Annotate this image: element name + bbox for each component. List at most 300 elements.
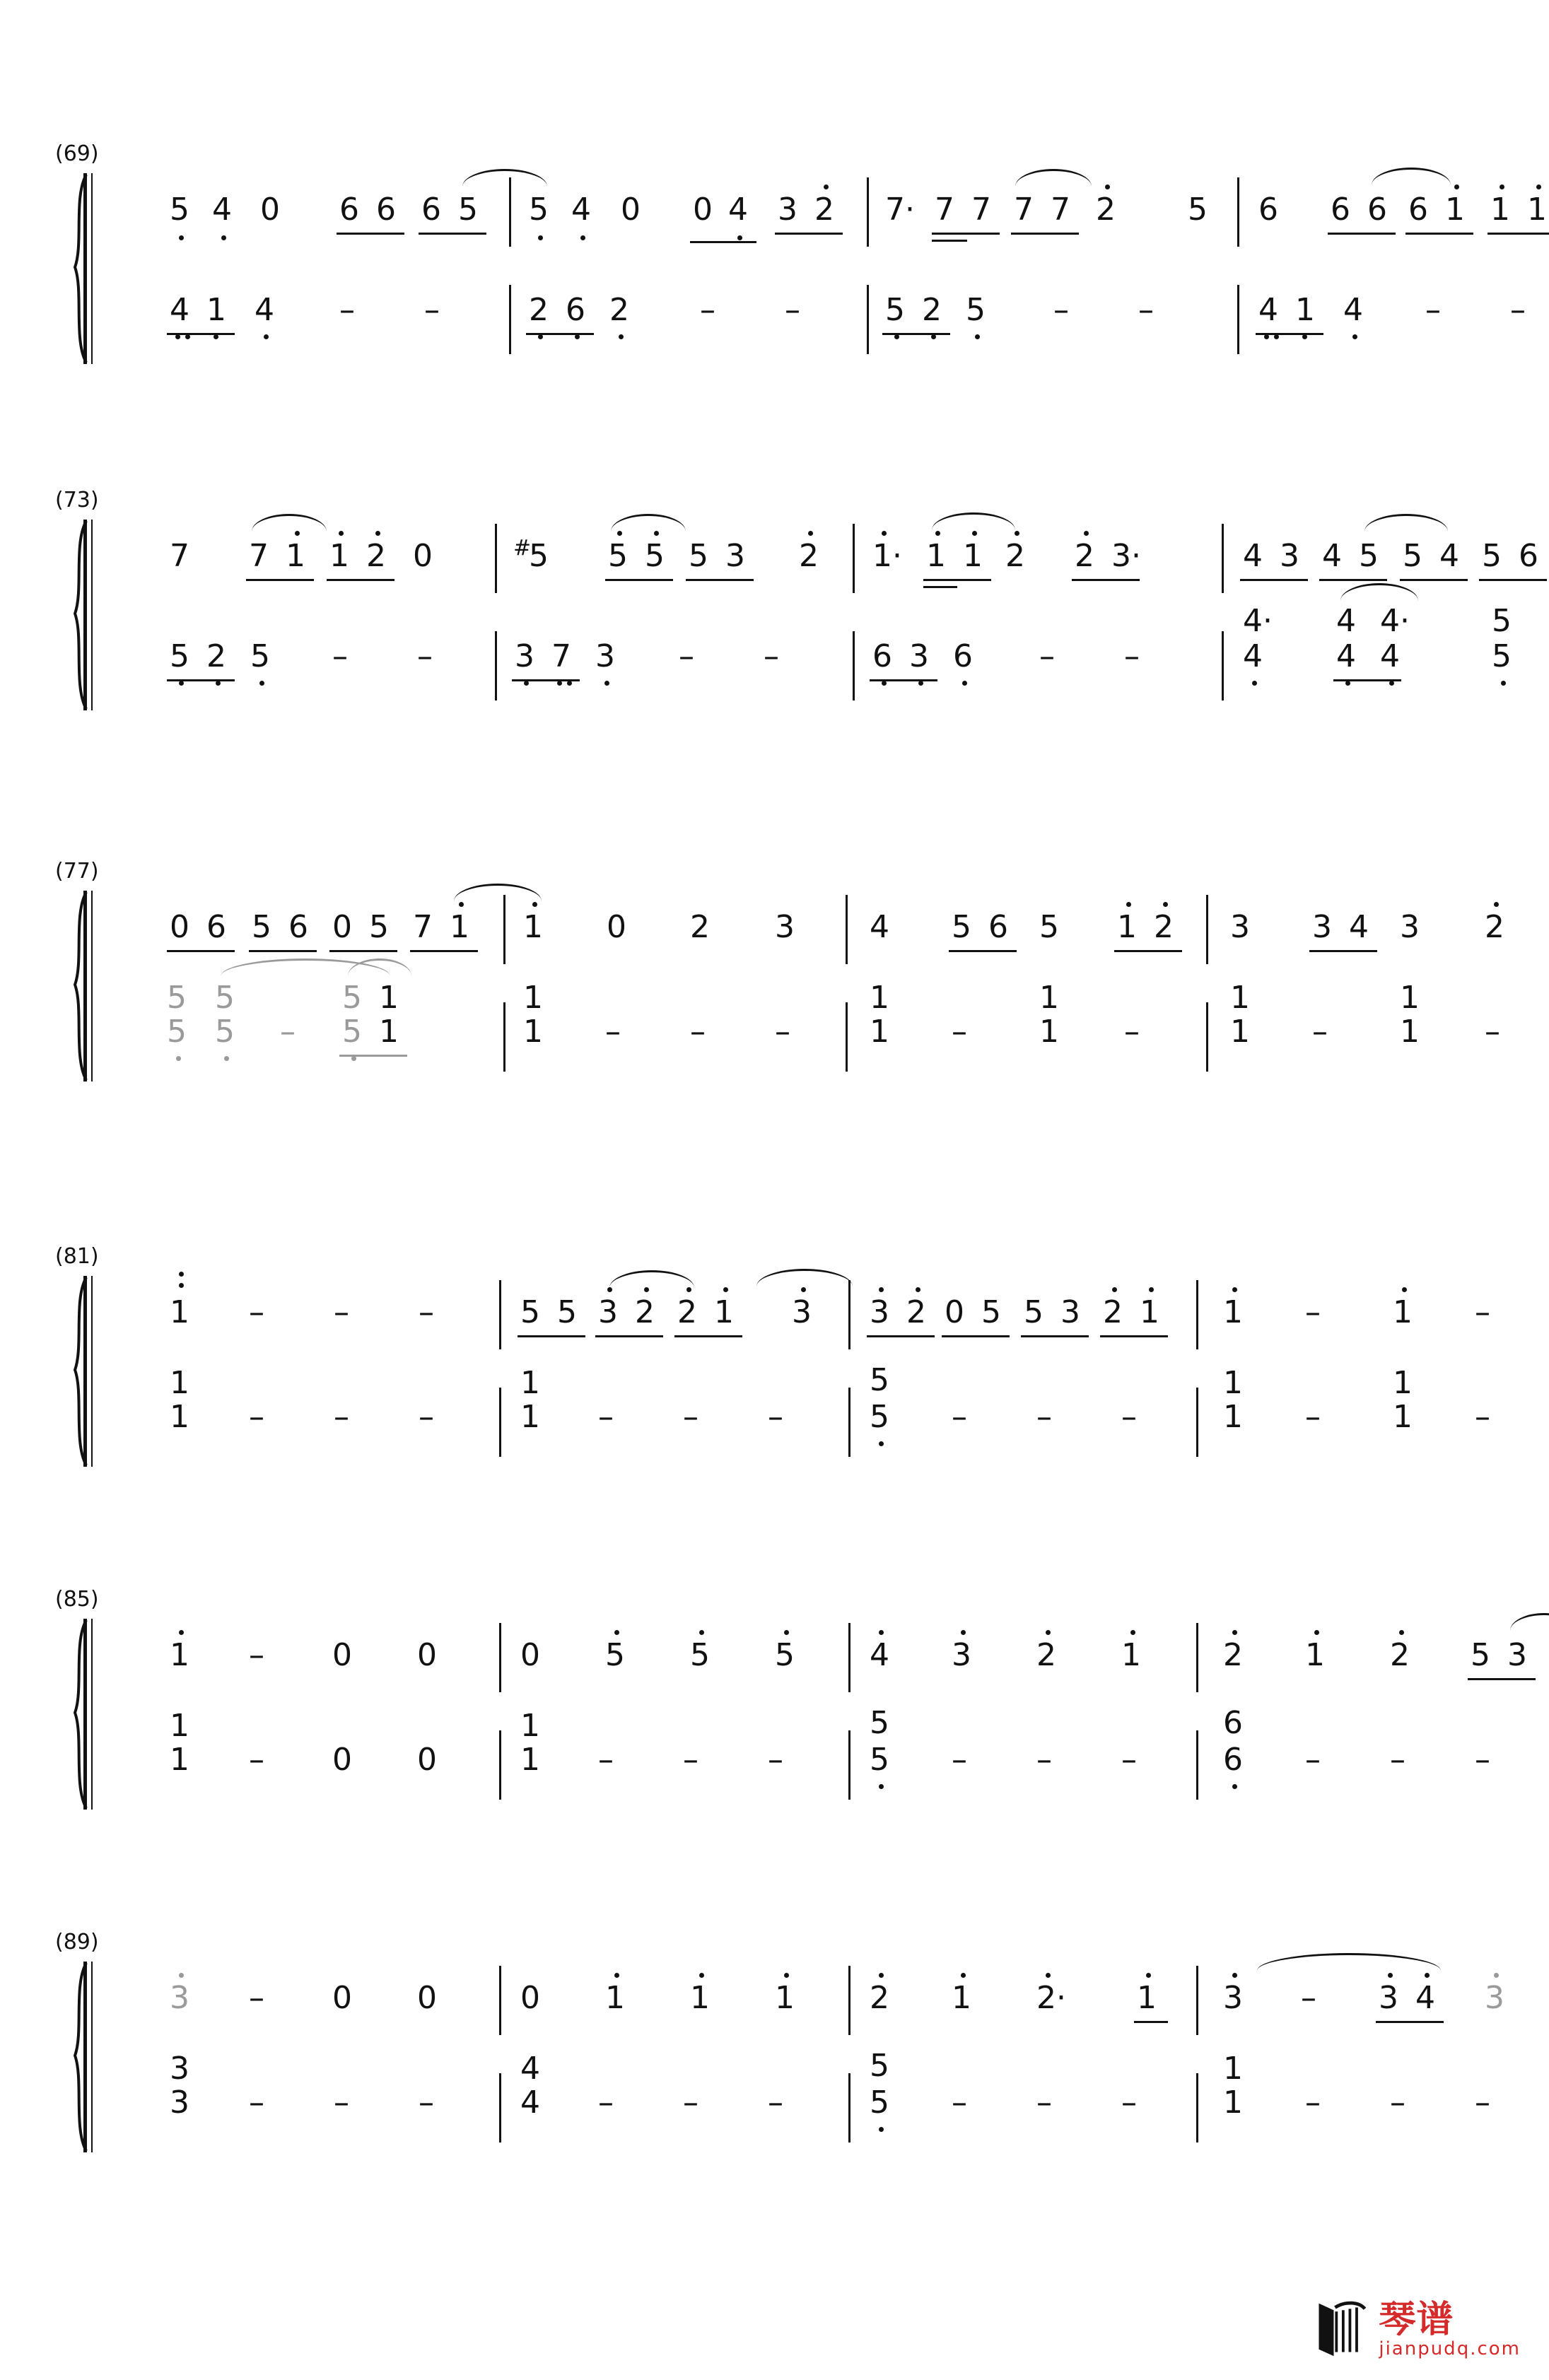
- note: 3: [170, 1980, 189, 2016]
- note: 6: [1223, 1705, 1243, 1741]
- octave-dot-above: [1500, 184, 1504, 189]
- beam: [949, 950, 1017, 952]
- sustain-dash: –: [1121, 1399, 1137, 1435]
- note: 1: [1490, 192, 1510, 228]
- sustain-dash: –: [700, 292, 715, 328]
- note: 5: [529, 192, 549, 228]
- note: 1: [870, 980, 889, 1016]
- sustain-dash: –: [249, 2085, 264, 2121]
- octave-dot-above: [614, 1630, 619, 1635]
- barline: [853, 524, 855, 593]
- barline: [1222, 524, 1224, 593]
- note: 2: [677, 1294, 697, 1330]
- note: 5: [605, 1637, 625, 1673]
- note: 3: [778, 192, 797, 228]
- note: 4: [1336, 603, 1356, 639]
- octave-dot-above: [1105, 184, 1110, 189]
- note: 1: [1223, 1294, 1243, 1330]
- note: 4: [1336, 638, 1356, 674]
- note: 7: [1014, 192, 1034, 228]
- note: 1: [1140, 1294, 1159, 1330]
- barline: [848, 2073, 851, 2142]
- note: 3: [1230, 909, 1250, 945]
- rest: 0: [332, 1980, 352, 2016]
- beam: [923, 586, 957, 588]
- beam: [595, 1335, 663, 1337]
- note: 3: [1379, 1980, 1398, 2016]
- sustain-dash: –: [768, 1742, 783, 1778]
- octave-dot-above: [699, 1630, 704, 1635]
- note: 5: [1471, 1637, 1490, 1673]
- octave-dot-above: [808, 531, 813, 536]
- upper-staff-81: [99, 1276, 1507, 1354]
- note: 1: [523, 909, 543, 945]
- note: 2: [609, 292, 629, 328]
- octave-dot-below: [1232, 1784, 1237, 1789]
- lower-staff-69: [99, 281, 1526, 358]
- note: 5: [952, 909, 971, 945]
- beam: [249, 950, 317, 952]
- barline: [503, 895, 505, 964]
- note: 5: [870, 1399, 889, 1435]
- brace-icon: [65, 1276, 93, 1467]
- note: 1: [714, 1294, 734, 1330]
- sustain-dash: –: [785, 292, 800, 328]
- beam: [1400, 579, 1468, 581]
- note: 2: [366, 538, 386, 574]
- note: 1: [523, 980, 543, 1016]
- beam: [1011, 233, 1079, 235]
- octave-dot-above: [1015, 531, 1019, 536]
- octave-dot-below: [931, 334, 936, 339]
- note: 5: [885, 292, 905, 328]
- sustain-dash: –: [1390, 2085, 1405, 2121]
- note: 1: [1393, 1365, 1413, 1401]
- octave-dot-above: [339, 531, 344, 536]
- octave-dot-above: [617, 531, 622, 536]
- lower-staff-77: [99, 980, 1507, 1076]
- sustain-dash: –: [683, 2085, 698, 2121]
- barline: [1237, 177, 1239, 247]
- beam: [882, 333, 950, 335]
- note: 1: [450, 909, 469, 945]
- note: 5: [252, 909, 271, 945]
- sustain-dash: –: [419, 1294, 434, 1330]
- note: 7: [413, 909, 433, 945]
- octave-dot-above: [295, 531, 300, 536]
- system-89: [0, 1930, 1507, 2163]
- octave-dot-below: [1345, 681, 1350, 686]
- note: 1: [1230, 980, 1250, 1016]
- rest: 0: [693, 192, 713, 228]
- sustain-dash: –: [1053, 292, 1069, 328]
- note: 4: [1439, 538, 1459, 574]
- note: 7: [551, 638, 571, 674]
- beam: [410, 950, 478, 952]
- sustain-dash: –: [1124, 1014, 1140, 1050]
- barline: [499, 2073, 501, 2142]
- beam: [605, 579, 673, 581]
- rest: 0: [413, 538, 433, 574]
- staff-group-77: [65, 891, 1507, 1081]
- barline: [846, 1002, 848, 1072]
- note: 5: [870, 1742, 889, 1778]
- sustain-dash: –: [1510, 292, 1526, 328]
- note: 5: [342, 980, 362, 1016]
- barline: [1196, 1623, 1198, 1692]
- note: 5: [966, 292, 986, 328]
- octave-dot-below: [918, 681, 923, 686]
- note: 1: [329, 538, 349, 574]
- octave-dot-above: [644, 1287, 649, 1292]
- note: 5: [775, 1637, 795, 1673]
- barline: [867, 177, 869, 247]
- note: 2: [206, 638, 226, 674]
- octave-dot-above: [1163, 902, 1168, 907]
- note: 4: [1243, 638, 1263, 674]
- system-85: [0, 1587, 1527, 1820]
- rest: 0: [260, 192, 280, 228]
- note: 5: [1492, 603, 1512, 639]
- upper-staff-77: [99, 891, 1507, 968]
- note: 1: [170, 1294, 189, 1330]
- staff-group-69: [65, 173, 1547, 364]
- sustain-dash: –: [1036, 1399, 1052, 1435]
- brace-icon: [65, 891, 93, 1081]
- note: 1: [206, 292, 226, 328]
- note: 5: [870, 1362, 889, 1398]
- sustain-dash: –: [683, 1742, 698, 1778]
- octave-dot-above: [699, 1973, 704, 1978]
- note: 2: [870, 1980, 889, 2016]
- note: 6: [1331, 192, 1350, 228]
- sustain-dash: –: [249, 1742, 264, 1778]
- sustain-dash: –: [339, 292, 355, 328]
- system-barline: [83, 891, 87, 1081]
- octave-dot-above: [1232, 1630, 1237, 1635]
- note: 1: [1400, 980, 1420, 1016]
- note: 6: [1223, 1742, 1243, 1778]
- staff-group-73: [65, 520, 1538, 710]
- note: 5: [215, 1014, 235, 1050]
- octave-dot-above: [1084, 531, 1089, 536]
- slur: [611, 514, 686, 532]
- sustain-dash: –: [952, 1742, 967, 1778]
- note: 1: [170, 1742, 189, 1778]
- beam: [167, 950, 235, 952]
- barline: [848, 1730, 851, 1800]
- barline: [1196, 1280, 1198, 1349]
- octave-dot-above: [972, 531, 977, 536]
- octave-dot-above: [1494, 1973, 1499, 1978]
- rest: 0: [332, 1742, 352, 1778]
- note: 5: [1039, 909, 1059, 945]
- octave-dot-above: [607, 1287, 612, 1292]
- sustain-dash: –: [419, 2085, 434, 2121]
- octave-dot-above: [1388, 1973, 1393, 1978]
- note: 1: [286, 538, 305, 574]
- octave-dot-below: [962, 681, 967, 686]
- barline: [1222, 631, 1224, 700]
- measure-number-85: (85): [55, 1587, 99, 1612]
- sustain-dash: –: [1485, 1014, 1500, 1050]
- note: 5: [170, 192, 189, 228]
- sustain-dash: –: [1036, 1742, 1052, 1778]
- sustain-dash: –: [280, 1014, 296, 1050]
- barline: [846, 895, 848, 964]
- system-73: [0, 488, 1538, 728]
- note: 1: [1137, 1980, 1157, 2016]
- note: 4: [1343, 292, 1363, 328]
- note: 2: [529, 292, 549, 328]
- note: 5: [870, 2048, 889, 2084]
- beam: [1134, 2021, 1168, 2023]
- octave-dot-above: [614, 1973, 619, 1978]
- octave-dot-below: [975, 334, 980, 339]
- watermark-main: 琴谱: [1379, 2299, 1454, 2342]
- octave-dot-below: [538, 334, 543, 339]
- note: 4·: [1243, 603, 1273, 639]
- sustain-dash: –: [952, 1399, 967, 1435]
- sustain-dash: –: [1305, 1399, 1321, 1435]
- octave-dot-above: [916, 1287, 920, 1292]
- slur: [1510, 1613, 1549, 1631]
- note: 1: [1393, 1294, 1413, 1330]
- note: 1: [1230, 1014, 1250, 1050]
- note: 5: [529, 538, 549, 574]
- note: 3: [1060, 1294, 1080, 1330]
- note: 1: [1121, 1637, 1141, 1673]
- beam: [923, 579, 991, 581]
- octave-dot-above: [1399, 1630, 1404, 1635]
- note: 1: [1527, 192, 1547, 228]
- octave-dot-above: [961, 1973, 966, 1978]
- sustain-dash: –: [1036, 2085, 1052, 2121]
- octave-dot-below: [604, 681, 609, 686]
- note: 4: [728, 192, 748, 228]
- beam: [1468, 1678, 1536, 1680]
- note: 6: [872, 638, 892, 674]
- sustain-dash: –: [764, 638, 779, 674]
- note: 1: [170, 1637, 189, 1673]
- octave-dot-above: [1232, 1287, 1237, 1292]
- octave-dot-below: [176, 1056, 181, 1061]
- barline: [499, 1730, 501, 1800]
- octave-dot-below: [224, 1056, 229, 1061]
- beam: [1376, 2021, 1444, 2023]
- note: 1: [1117, 909, 1137, 945]
- beam: [337, 233, 404, 235]
- sustain-dash: –: [249, 1399, 264, 1435]
- measure-number-69: (69): [55, 141, 99, 166]
- beam: [867, 1335, 935, 1337]
- barline: [509, 177, 511, 247]
- note: 3·: [1111, 538, 1141, 574]
- note: 2: [1485, 909, 1504, 945]
- measure-number-77: (77): [55, 859, 99, 884]
- octave-dot-above: [686, 1287, 691, 1292]
- measure-number-81: (81): [55, 1244, 99, 1269]
- slur: [609, 1270, 694, 1288]
- beam: [1309, 950, 1377, 952]
- slur: [1372, 168, 1451, 185]
- note: 6: [339, 192, 359, 228]
- system-barline-thin: [91, 1962, 93, 2152]
- barline: [867, 285, 869, 354]
- upper-staff-69: [99, 173, 1547, 251]
- octave-dot-above: [179, 1630, 184, 1635]
- beam: [1405, 233, 1473, 235]
- note: 4: [1243, 538, 1263, 574]
- beam: [690, 241, 756, 243]
- octave-dot-below: [216, 681, 221, 686]
- note: 6: [1258, 192, 1278, 228]
- note: 3: [1312, 909, 1332, 945]
- beam: [1240, 579, 1308, 581]
- note: 7: [1051, 192, 1070, 228]
- note: 5: [690, 1637, 710, 1673]
- slur: [756, 1269, 853, 1286]
- octave-dot-below: [351, 1056, 356, 1061]
- octave-dot-below: [185, 334, 190, 339]
- system-barline: [83, 1962, 87, 2152]
- sustain-dash: –: [1121, 1742, 1137, 1778]
- note: 7: [170, 538, 189, 574]
- note: 3: [725, 538, 745, 574]
- rest: 0: [417, 1637, 437, 1673]
- sustain-dash: –: [424, 292, 440, 328]
- octave-dot-below: [557, 681, 562, 686]
- note: 4: [170, 292, 189, 328]
- sustain-dash: –: [249, 1980, 264, 2016]
- rest: 0: [170, 909, 189, 945]
- octave-dot-above: [375, 531, 380, 536]
- qinpu-logo-icon: [1311, 2298, 1372, 2359]
- note: 3: [1485, 1980, 1504, 2016]
- beam: [518, 1335, 585, 1337]
- sustain-dash: –: [679, 638, 694, 674]
- lower-staff-89: [99, 2048, 1507, 2147]
- system-barline-thin: [91, 520, 93, 710]
- system-81: [0, 1244, 1507, 1477]
- note: 3: [1223, 1980, 1243, 2016]
- beam: [1256, 333, 1323, 335]
- barline: [853, 631, 855, 700]
- rest: 0: [417, 1980, 437, 2016]
- system-77: [0, 859, 1507, 1099]
- octave-dot-below: [879, 2127, 884, 2132]
- octave-dot-above: [1149, 1287, 1154, 1292]
- barline: [848, 1623, 851, 1692]
- sustain-dash: –: [768, 2085, 783, 2121]
- note: 5: [981, 1294, 1001, 1330]
- lower-staff-73: [99, 603, 1512, 705]
- sustain-dash: –: [952, 2085, 967, 2121]
- note: 5: [520, 1294, 540, 1330]
- sustain-dash: –: [952, 1014, 967, 1050]
- beam: [1100, 1335, 1168, 1337]
- octave-dot-below: [1501, 681, 1506, 686]
- octave-dot-above: [1046, 1973, 1051, 1978]
- note: 1: [690, 1980, 710, 2016]
- beam: [1487, 233, 1549, 235]
- note: 5: [1403, 538, 1422, 574]
- brace-icon: [65, 520, 93, 710]
- note: 4: [870, 909, 889, 945]
- sustain-dash: –: [598, 1399, 614, 1435]
- slur: [454, 884, 542, 901]
- note: 5: [250, 638, 270, 674]
- note: 5: [170, 638, 189, 674]
- note: 5: [458, 192, 478, 228]
- note: 1: [523, 1014, 543, 1050]
- note: 1: [170, 1399, 189, 1435]
- note: 3: [515, 638, 534, 674]
- sustain-dash: –: [775, 1014, 790, 1050]
- barline: [1206, 1002, 1208, 1072]
- note: 3: [775, 909, 795, 945]
- system-barline-thin: [91, 1619, 93, 1810]
- note: 6: [566, 292, 585, 328]
- beam: [932, 240, 967, 242]
- octave-dot-above: [723, 1287, 728, 1292]
- note: 5: [870, 1705, 889, 1741]
- note: 2: [1154, 909, 1174, 945]
- note: 1: [775, 1980, 795, 2016]
- note: 1: [1295, 292, 1315, 328]
- sustain-dash: –: [249, 1294, 264, 1330]
- beam: [167, 333, 235, 335]
- note: 3: [1280, 538, 1299, 574]
- note: 6: [988, 909, 1008, 945]
- note: 3: [1400, 909, 1420, 945]
- octave-dot-below: [214, 334, 218, 339]
- barline: [1196, 1388, 1198, 1457]
- sustain-dash: –: [1475, 1294, 1490, 1330]
- beam: [686, 579, 754, 581]
- upper-staff-73: [99, 520, 1538, 597]
- octave-dot-below: [1389, 681, 1394, 686]
- note: 2: [1096, 192, 1116, 228]
- note: 2: [814, 192, 834, 228]
- note: 1: [1305, 1637, 1325, 1673]
- octave-dot-above: [882, 531, 887, 536]
- watermark-text: [1379, 2301, 1521, 2359]
- measure-number-89: (89): [55, 1930, 99, 1954]
- sustain-dash: –: [417, 638, 433, 674]
- barline: [509, 285, 511, 354]
- barline: [1206, 895, 1208, 964]
- note: 5: [167, 1014, 187, 1050]
- beam: [167, 679, 235, 681]
- barline: [848, 1966, 851, 2035]
- note: 2: [922, 292, 942, 328]
- beam: [1479, 579, 1547, 581]
- octave-dot-above: [1146, 1973, 1151, 1978]
- note: 4: [1349, 909, 1369, 945]
- sustain-dash: –: [1138, 292, 1154, 328]
- note: 5: [1492, 638, 1512, 674]
- note: 2: [1103, 1294, 1123, 1330]
- beam: [329, 950, 397, 952]
- octave-dot-above: [1130, 1630, 1135, 1635]
- system-barline: [83, 520, 87, 710]
- rest: 0: [621, 192, 641, 228]
- sustain-dash: –: [683, 1399, 698, 1435]
- sustain-dash: –: [1475, 2085, 1490, 2121]
- octave-dot-above: [1454, 184, 1459, 189]
- sustain-dash: –: [419, 1399, 434, 1435]
